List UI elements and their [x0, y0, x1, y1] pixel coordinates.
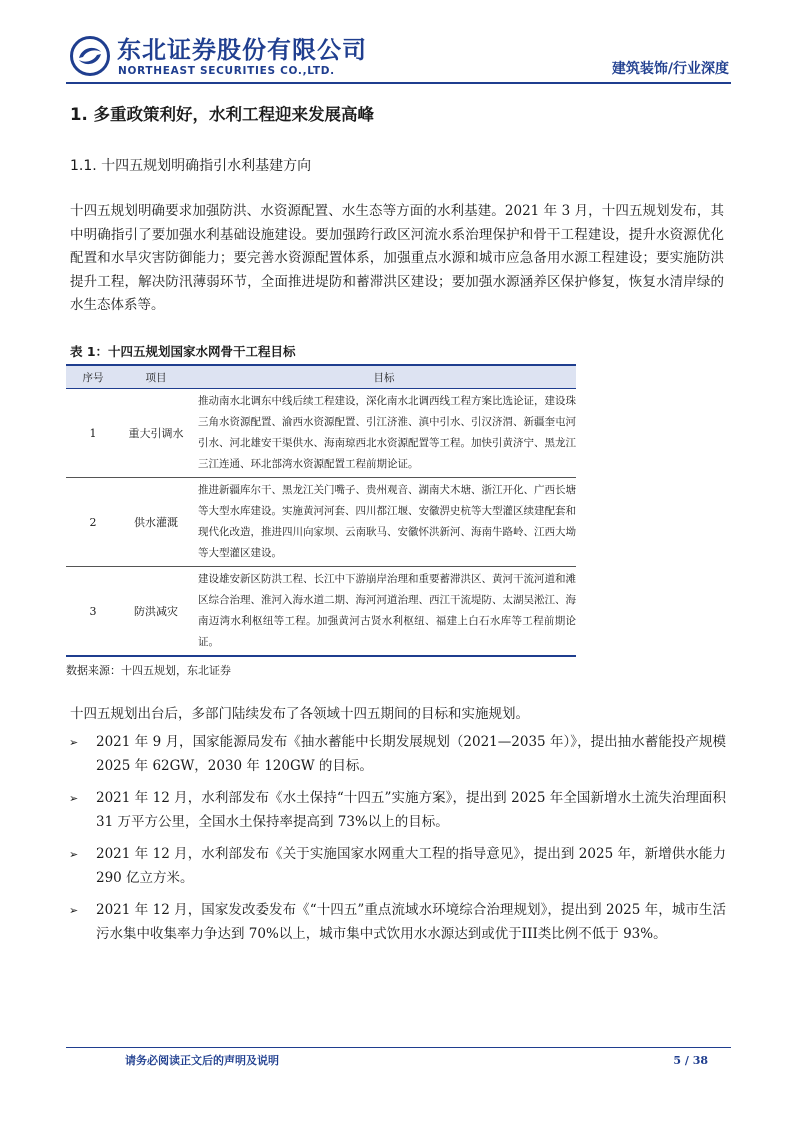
row-index: 1 [66, 389, 120, 478]
arrow-bullet-icon: ➢ [69, 848, 79, 861]
footer-divider [66, 1047, 731, 1048]
list-item-text: 2021 年 12 月，水利部发布《水土保持“十四五”实施方案》，提出到 2025 年全国新增水土流失治理面积 31 万平方公里，全国水土保持率提高到 73%以上的目标。 [96, 790, 726, 830]
list-item [66, 843, 726, 890]
column-header-goal: 目标 [192, 365, 576, 389]
table-header-row [66, 365, 576, 389]
list-item [66, 787, 726, 834]
company-logo-icon [70, 36, 110, 76]
table-row [66, 567, 576, 657]
list-item [66, 899, 726, 946]
arrow-bullet-icon: ➢ [69, 904, 79, 917]
body-paragraph: 十四五规划明确要求加强防洪、水资源配置、水生态等方面的水利基建。2021 年 3 月，十四五规划发布，其中明确指引了要加强水利基础设施建设。要加强跨行政区河流水系治理保护和骨干工程建设，提升水资源优化配置和水旱灾害防御能力；要完善水资源配置体系，加强重点水源和城市应急备用水源工程建设；要实施防洪提升工程，解决防汛薄弱环节，全面推进堤防和蓄滞洪区建设；要加强水源涵养区保护修复，恢复水清岸绿的水生态体系等。 [70, 203, 724, 313]
row-item: 重大引调水 [120, 389, 192, 478]
table-source-note: 数据来源：十四五规划，东北证券 [66, 664, 231, 677]
column-header-item: 项目 [120, 365, 192, 389]
row-item: 防洪减灾 [120, 567, 192, 657]
intro-sentence: 十四五规划出台后，多部门陆续发布了各领域十四五期间的目标和实施规划。 [70, 706, 529, 722]
header-divider [66, 82, 731, 84]
column-header-index: 序号 [66, 365, 120, 389]
table-row [66, 478, 576, 567]
bullet-list [66, 731, 726, 955]
list-item-text: 2021 年 12 月，国家发改委发布《“十四五”重点流域水环境综合治理规划》，提出到 2025 年，城市生活污水集中收集率力争达到 70%以上，城市集中式饮用水水源达到或优于III类比例不低于 93%。 [96, 902, 726, 942]
row-goal: 推动南水北调东中线后续工程建设，深化南水北调西线工程方案比选论证，建设珠三角水资源配置、渝西水资源配置、引江济淮、滇中引水、引汉济渭、新疆奎屯河引水、河北雄安干渠供水、海南琼西北水资源配置等工程。加快引黄济宁、黑龙江三江连通、环北部湾水资源配置工程前期论证。 [192, 389, 576, 478]
goals-table [66, 364, 576, 657]
subsection-heading: 1.1. 十四五规划明确指引水利基建方向 [70, 158, 312, 174]
row-index: 3 [66, 567, 120, 657]
arrow-bullet-icon: ➢ [69, 792, 79, 805]
footer-disclaimer: 请务必阅读正文后的声明及说明 [125, 1054, 279, 1067]
row-index: 2 [66, 478, 120, 567]
page-number: 5 / 38 [673, 1054, 708, 1067]
list-item-text: 2021 年 9 月，国家能源局发布《抽水蓄能中长期发展规划（2021—2035 年）》，提出抽水蓄能投产规模 2025 年 62GW，2030 年 120GW 的目标。 [96, 734, 726, 774]
row-item: 供水灌溉 [120, 478, 192, 567]
arrow-bullet-icon: ➢ [69, 736, 79, 749]
row-goal: 推进新疆库尔干、黑龙江关门嘴子、贵州观音、湖南犬木塘、浙江开化、广西长塘等大型水库建设。实施黄河河套、四川都江堰、安徽淠史杭等大型灌区续建配套和现代化改造，推进四川向家坝、云南耿马、安徽怀洪新河、海南牛路岭、江西大坳等大型灌区建设。 [192, 478, 576, 567]
table-title: 表 1：十四五规划国家水网骨干工程目标 [70, 344, 296, 359]
section-heading: 1. 多重政策利好，水利工程迎来发展高峰 [70, 105, 374, 124]
table-row [66, 389, 576, 478]
list-item-text: 2021 年 12 月，水利部发布《关于实施国家水网重大工程的指导意见》，提出到 2025 年，新增供水能力 290 亿立方米。 [96, 846, 726, 886]
report-category-tag: 建筑装饰/行业深度 [611, 61, 729, 77]
row-goal: 建设雄安新区防洪工程、长江中下游崩岸治理和重要蓄滞洪区、黄河干流河道和滩区综合治理、淮河入海水道二期、海河河道治理、西江干流堤防、太湖吴淞江、海南迈湾水利枢纽等工程。加强黄河古贤水利枢纽、福建上白石水库等工程前期论证。 [192, 567, 576, 657]
list-item [66, 731, 726, 778]
company-name-cn: 东北证券股份有限公司 [117, 36, 367, 64]
company-name-en: NORTHEAST SECURITIES CO.,LTD. [118, 65, 335, 77]
